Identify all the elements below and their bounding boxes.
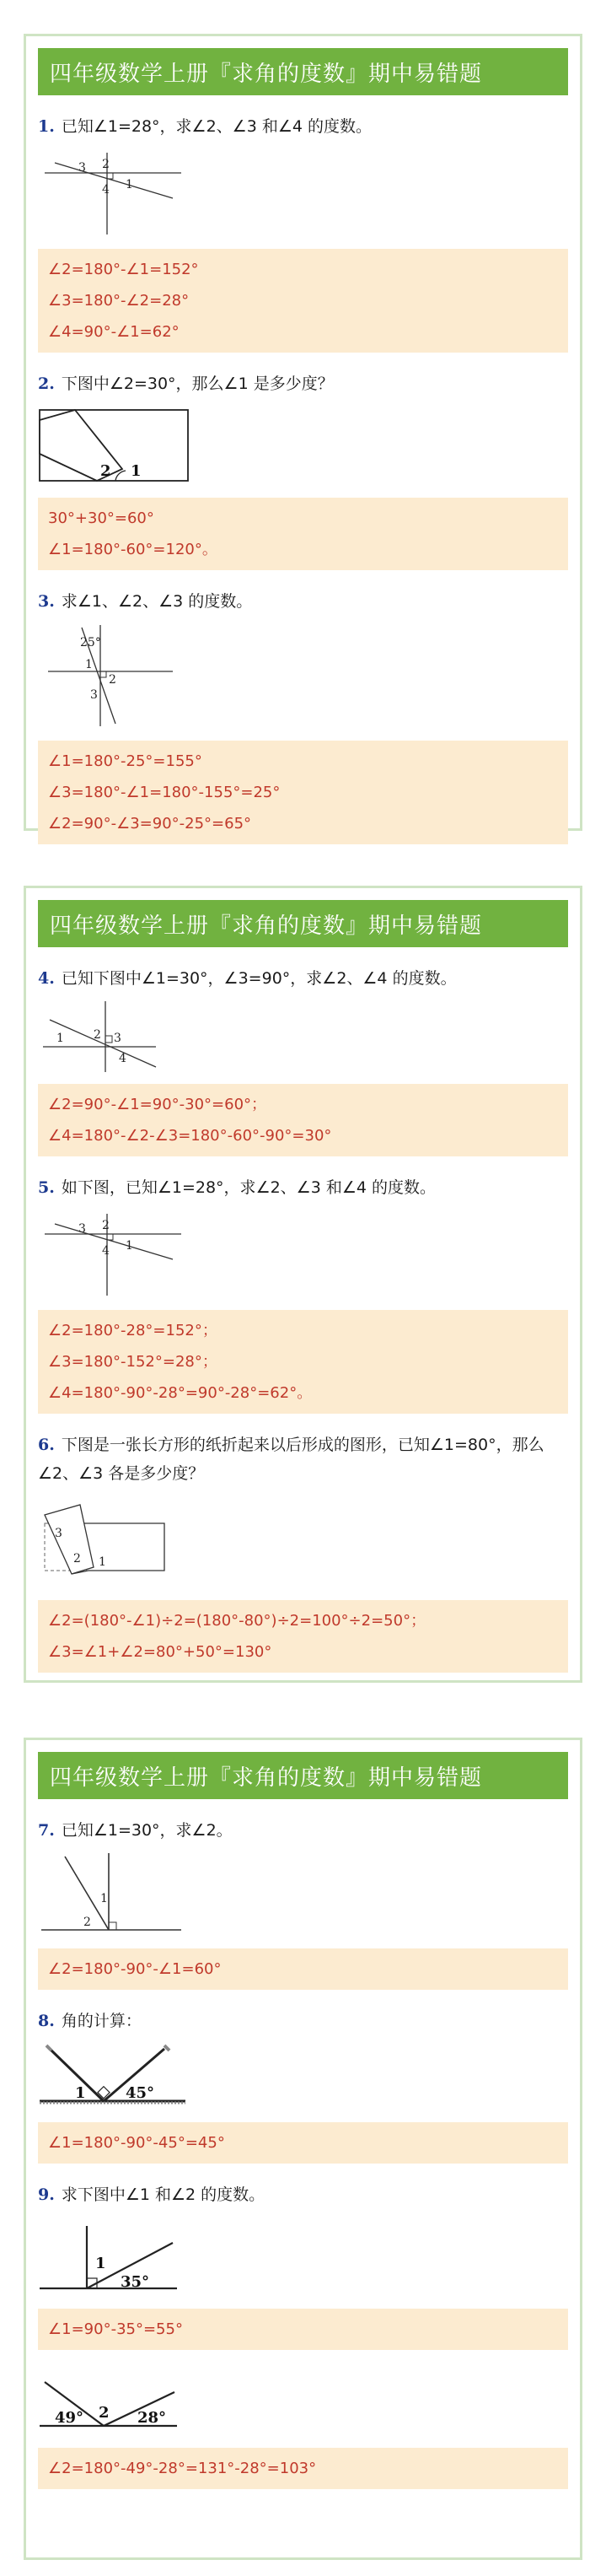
question-number: 3. [38,592,55,611]
answer-line: ∠2=180°-90°-∠1=60° [48,1960,222,1978]
angle-label: 4 [119,1052,126,1065]
answer-box-1 [38,249,568,353]
figure-q4-svg [38,998,206,1074]
answer-line: ∠4=90°-∠1=62° [48,323,180,341]
answer-line: ∠3=180°-∠2=28° [48,292,190,310]
answer-line: ∠2=180°-28°=152°； [48,1322,217,1339]
question-number: 8. [38,2012,55,2030]
angle-label: 1 [99,1555,106,1569]
figure-q8 [38,2040,580,2112]
angle-label: 1 [126,178,133,191]
angle-label: 1 [131,462,142,480]
answer-line: ∠2=90°-∠1=90°-30°=60°； [48,1096,267,1113]
figure-q3 [38,621,580,730]
banner-title: 四年级数学上册『求角的度数』期中易错题 [38,900,568,947]
angle-label: 4 [102,1244,110,1258]
angle-label: 2 [100,462,111,480]
angle-label: 1 [75,2084,86,2102]
answer-line: ∠3=180°-∠1=180°-155°=25° [48,784,281,801]
banner-title: 四年级数学上册『求角的度数』期中易错题 [38,48,568,95]
worksheet-card-2 [24,886,582,1683]
answer-box-9b [38,2448,568,2489]
question-text: 角的计算： [61,2012,142,2030]
figure-q4 [38,998,580,1074]
angle-label: 2 [102,1219,110,1232]
angle-label: 45° [126,2084,155,2102]
figure-q5-svg [38,1207,206,1300]
figure-q8-svg [38,2040,190,2112]
question-text: 已知下图中∠1=30°，∠3=90°，求∠2、∠4 的度数。 [61,969,457,988]
question-text: 如下图，已知∠1=28°，求∠2、∠3 和∠4 的度数。 [61,1178,437,1197]
figure-q9a-svg [38,2214,190,2298]
question-1 [38,112,568,141]
question-9 [38,2180,568,2209]
answer-box-7 [38,1948,568,1990]
question-text: 下图是一张长方形的纸折起来以后形成的图形，已知∠1=80°，那么∠2、∠3 各是多少度？ [38,1436,544,1483]
banner-title: 四年级数学上册『求角的度数』期中易错题 [38,1752,568,1799]
question-number: 2. [38,375,55,393]
question-6 [38,1431,568,1488]
question-text: 已知∠1=28°，求∠2、∠3 和∠4 的度数。 [61,117,373,136]
angle-label: 1 [95,2255,106,2272]
question-5 [38,1173,568,1202]
figure-q6 [38,1493,580,1590]
answer-line: ∠1=180°-25°=155° [48,752,202,770]
question-text: 求下图中∠1 和∠2 的度数。 [61,2185,265,2204]
question-number: 5. [38,1178,55,1197]
question-2 [38,369,568,398]
worksheet-card-3 [24,1738,582,2560]
answer-box-5 [38,1310,568,1414]
angle-label: 1 [85,658,93,671]
question-number: 9. [38,2185,55,2204]
question-text: 下图中∠2=30°，那么∠1 是多少度？ [61,375,334,393]
angle-label: 1 [126,1239,133,1253]
question-number: 7. [38,1821,55,1840]
angle-label: 1 [100,1892,108,1905]
figure-q9a [38,2214,580,2298]
figure-q5 [38,1207,580,1300]
answer-line: ∠2=180°-∠1=152° [48,261,199,278]
question-4 [38,964,568,993]
answer-box-9a [38,2309,568,2350]
figure-q2-svg [38,403,206,488]
answer-line: ∠1=90°-35°=55° [48,2320,183,2338]
angle-label: 3 [78,161,86,175]
answer-box-3 [38,741,568,844]
angle-label: 2 [83,1916,91,1929]
figure-q6-svg [38,1493,206,1590]
angle-label: 4 [102,183,110,197]
angle-label: 2 [109,673,116,687]
answer-line: ∠3=∠1+∠2=80°+50°=130° [48,1643,272,1661]
figure-q3-svg [38,621,206,730]
figure-q9b-svg [38,2362,190,2438]
angle-label: 3 [78,1222,86,1236]
answer-line: ∠2=90°-∠3=90°-25°=65° [48,815,252,833]
angle-label: 2 [99,2404,110,2422]
angle-label: 28° [137,2409,167,2427]
answer-line: ∠2=180°-49°-28°=131°-28°=103° [48,2460,317,2477]
angle-label: 3 [90,688,98,702]
answer-line: ∠1=180°-90°-45°=45° [48,2134,225,2152]
worksheet-card-1 [24,34,582,831]
figure-q9b [38,2362,580,2438]
angle-label: 35° [121,2273,150,2291]
answer-line: ∠4=180°-∠2-∠3=180°-60°-90°=30° [48,1127,332,1145]
angle-label: 3 [55,1527,62,1540]
answer-box-8 [38,2122,568,2164]
angle-label: 1 [56,1032,64,1045]
question-text: 已知∠1=30°，求∠2。 [61,1821,233,1840]
question-8 [38,2007,568,2035]
answer-box-4 [38,1084,568,1156]
figure-q7-svg [38,1850,206,1938]
answer-line: 30°+30°=60° [48,509,154,527]
figure-q1 [38,146,580,239]
angle-label: 3 [114,1032,121,1045]
angle-label: 2 [73,1552,81,1566]
answer-box-6 [38,1600,568,1673]
angle-label: 49° [55,2409,84,2427]
answer-line: ∠2=(180°-∠1)÷2=(180°-80°)÷2=100°÷2=50°； [48,1612,426,1630]
question-7 [38,1816,568,1845]
answer-line: ∠3=180°-152°=28°； [48,1353,217,1371]
figure-q1-svg [38,146,206,239]
question-text: 求∠1、∠2、∠3 的度数。 [61,592,253,611]
figure-q2 [38,403,580,488]
question-3 [38,587,568,616]
question-number: 4. [38,969,55,988]
angle-label: 2 [94,1028,101,1042]
answer-box-2 [38,498,568,570]
answer-line: ∠4=180°-90°-28°=90°-28°=62°。 [48,1384,313,1402]
question-number: 6. [38,1436,55,1454]
figure-q7 [38,1850,580,1938]
angle-label: 2 [102,158,110,171]
angle-label: 25° [80,636,101,649]
question-number: 1. [38,117,55,136]
answer-line: ∠1=180°-60°=120°。 [48,541,217,558]
